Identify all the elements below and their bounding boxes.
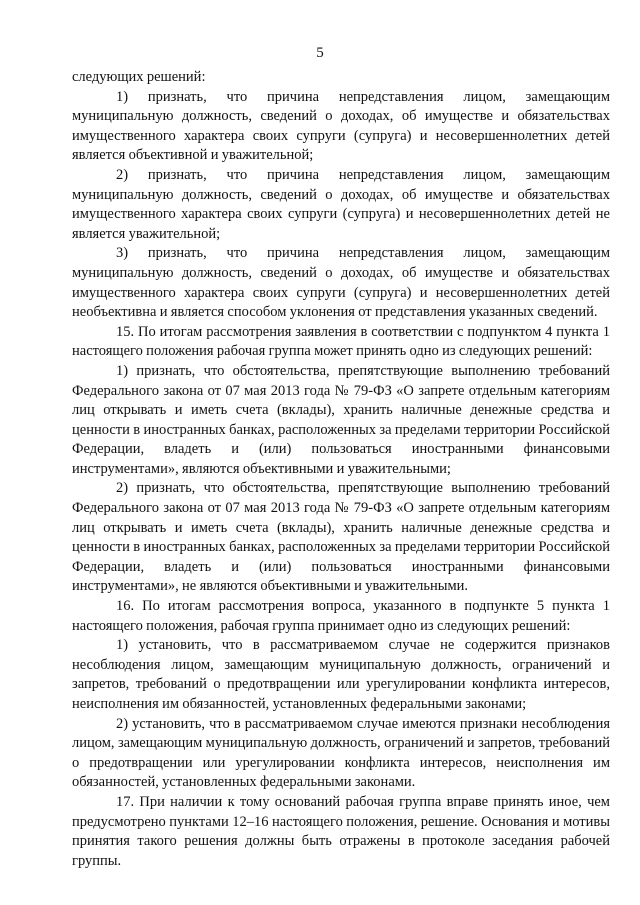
page-number: 5 [316,45,324,61]
paragraph-14-item-3: 3) признать, что причина непредставления лицом, замещающим муниципальную должность, сведений о доходах, об имуществе и обязательствах имущественного характера своих супруги (супруга) и несовершеннолетних детей необъективна и является способом уклонения от представления указанных сведений. [72,245,610,321]
paragraph-17: 17. При наличии к тому оснований рабочая группа вправе принять иное, чем предусмотрено пунктами 12–16 настоящего положения, решение. Основания и мотивы принятия такого решения должны быть отражены в протоколе заседания рабочей группы. [72,793,610,869]
paragraph-15-item-1: 1) признать, что обстоятельства, препятствующие выполнению требований Федерального закона от 07 мая 2013 года № 79-ФЗ «О запрете отдельным категориям лиц открывать и иметь счета (вклады), хранить наличные денежные средства и ценности в иностранных банках, расположенных за пределами территории Российской Федерации, владеть и (или) пользоваться иностранными финансовыми инструментами», являются объективными и уважительными; [72,362,610,477]
paragraph-16-item-1: 1) установить, что в рассматриваемом случае не содержится признаков несоблюдения лицом, замещающим муниципальную должность, ограничений и запретов, требований о предотвращении или урегулировании конфликта интересов, неисполнения им обязанностей, установленных федеральными законами; [72,637,610,712]
paragraph-16-item-2: 2) установить, что в рассматриваемом случае имеются признаки несоблюдения лицом, замещающим муниципальную должность, ограничений и запретов, требований о предотвращении или урегулировании конфликта интересов, неисполнения им обязанностей, установленных федеральными законами. [72,715,610,791]
paragraph-continuation: следующих решений: [72,69,206,85]
paragraph-15-item-2: 2) признать, что обстоятельства, препятствующие выполнению требований Федерального закона от 07 мая 2013 года № 79-ФЗ «О запрете отдельным категориям лиц открывать и иметь счета (вклады), хранить наличные денежные средства и ценности в иностранных банках, расположенных за пределами территории Российской Федерации, владеть и (или) пользоваться иностранными финансовыми инструментами», не являются объективными и уважительными. [72,480,610,595]
paragraph-15: 15. По итогам рассмотрения заявления в соответствии с подпунктом 4 пункта 1 настоящего положения рабочая группа может принять одно из следующих решений: [72,323,610,360]
paragraph-14-item-1: 1) признать, что причина непредставления лицом, замещающим муниципальную должность, сведений о доходах, об имуществе и обязательствах имущественного характера своих супруги (супруга) и несовершеннолетних детей является объективной и уважительной; [72,88,610,164]
document-body [72,68,610,871]
paragraph-16: 16. По итогам рассмотрения вопроса, указанного в подпункте 5 пункта 1 настоящего положения, рабочая группа принимает одно из следующих решений: [72,598,610,634]
paragraph-14-item-2: 2) признать, что причина непредставления лицом, замещающим муниципальную должность, сведений о доходах, об имуществе и обязательствах имущественного характера своих супруги (супруга) и несовершеннолетних детей не является уважительной; [72,166,610,242]
